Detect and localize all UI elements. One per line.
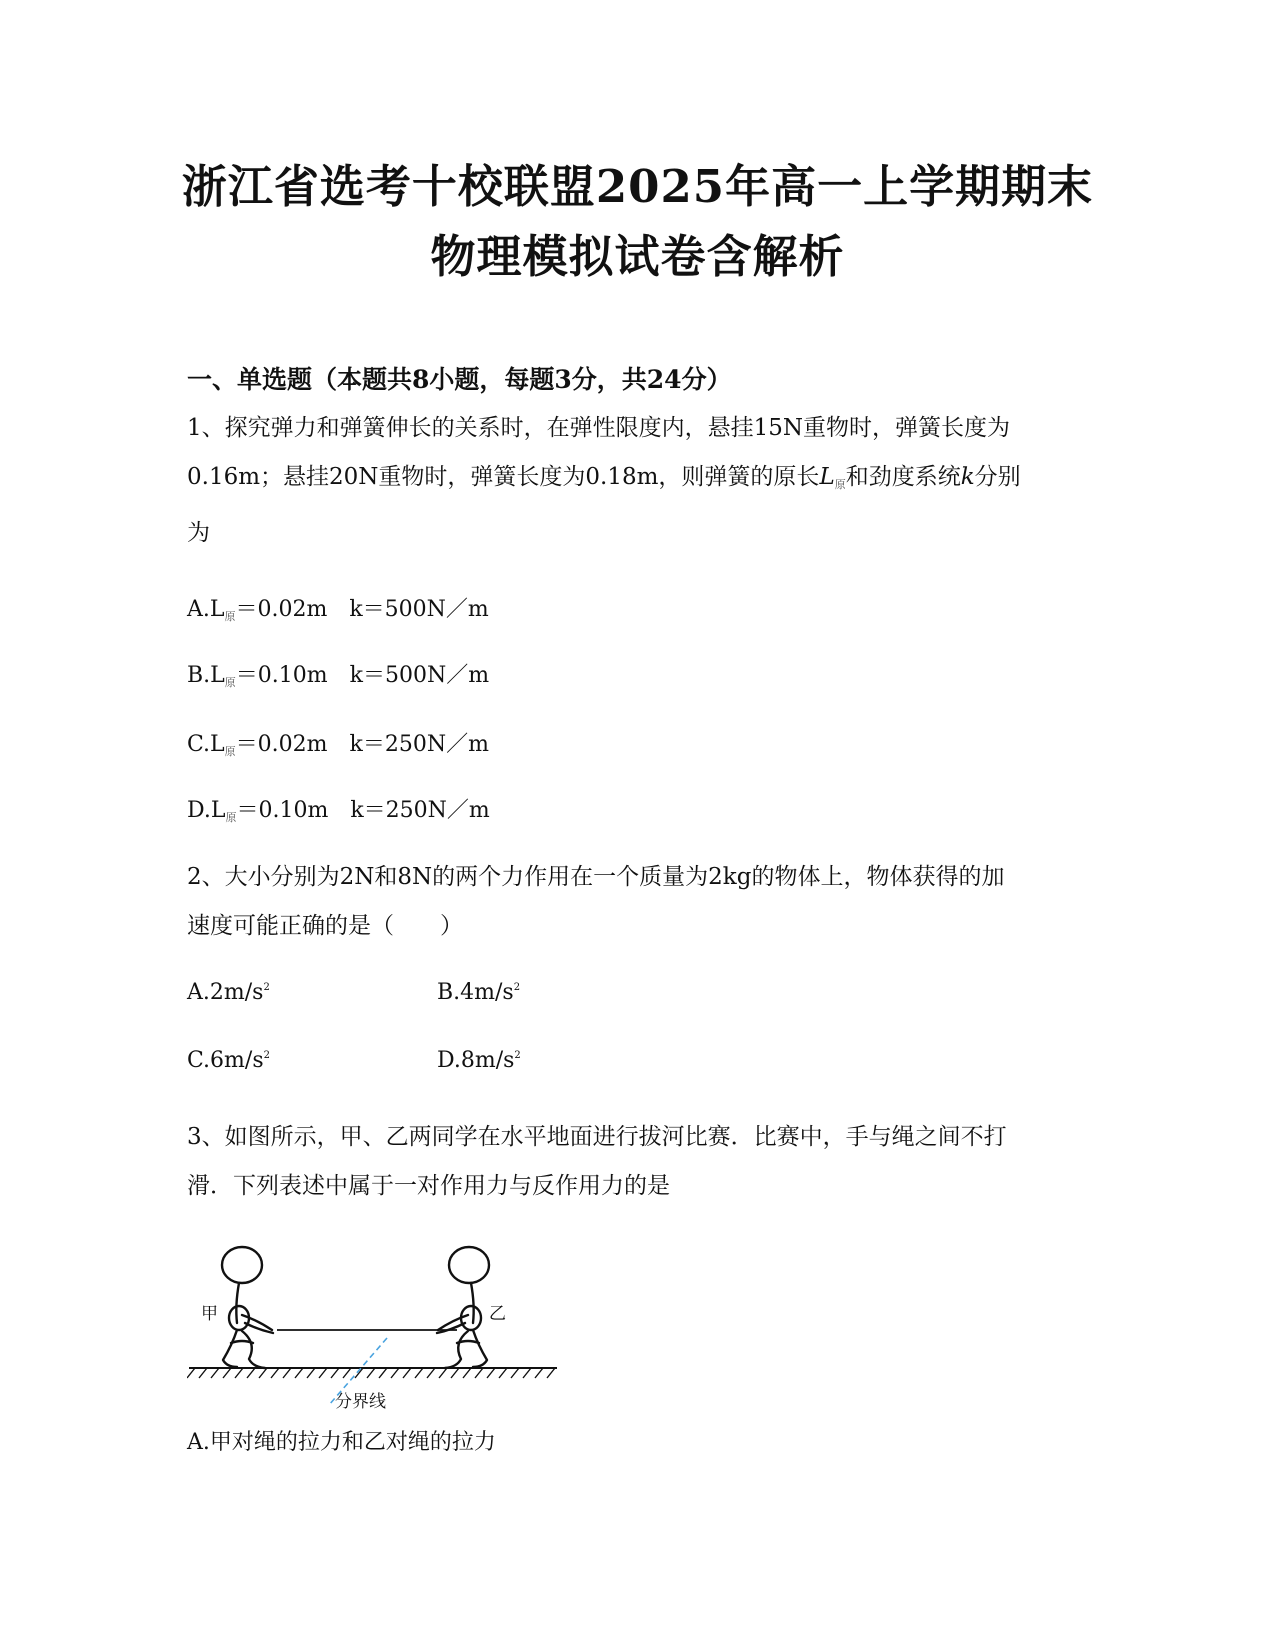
question-3-line1: 3、如图所示，甲、乙两同学在水平地面进行拔河比赛．比赛中，手与绳之间不打 — [187, 1124, 1007, 1150]
question-1-option-a: $A.L_原=0.02m$ k＝500N／m — [187, 597, 489, 623]
label-yi: 乙 — [489, 1304, 506, 1324]
question-1 — [187, 404, 1087, 558]
question-3-option-a: A.甲对绳的拉力和乙对绳的拉力 — [187, 1430, 496, 1455]
question-2-line1: 2、大小分别为2N和8N的两个力作用在一个质量为2kg的物体上，物体获得的加 — [187, 864, 1005, 890]
question-2-option-b: $B.4m/s^2$ — [437, 980, 521, 1005]
question-2-option-a: $A.2m/s^2$ — [187, 980, 270, 1005]
question-2-option-d: $D.8m/s^2$ — [437, 1048, 521, 1073]
section-heading: 一、单选题（本题共8小题，每题3分，共24分） — [187, 365, 732, 394]
tug-of-war-figure — [187, 1235, 567, 1415]
question-1-option-b: $B.L_原=0.10m$ k＝500N／m — [187, 663, 490, 689]
person-right — [437, 1247, 489, 1368]
question-1-line3: 为 — [187, 520, 210, 546]
page-title-line1: 浙江省选考十校联盟2025年高一上学期期末 — [181, 160, 1094, 213]
person-left — [222, 1247, 273, 1368]
question-1-option-c: $C.L_原=0.02m$ k＝250N／m — [187, 732, 489, 758]
question-2-option-c: $C.6m/s^2$ — [187, 1048, 270, 1073]
question-3 — [187, 1113, 1087, 1211]
question-2 — [187, 853, 1087, 951]
question-2-line2: 速度可能正确的是（ ） — [187, 913, 463, 939]
label-boundary: 分界线 — [335, 1392, 386, 1412]
label-jia: 甲 — [201, 1304, 218, 1324]
page-title-line2: 物理模拟试卷含解析 — [430, 230, 845, 283]
question-1-option-d: $D.L_原=0.10m$ k＝250N／m — [187, 798, 490, 824]
question-1-line1: 1、探究弹力和弹簧伸长的关系时，在弹性限度内，悬挂15N重物时，弹簧长度为 — [187, 415, 1011, 441]
question-1-line2: 0.16m；悬挂20N重物时，弹簧长度为0.18m，则弹簧的原长$L_原$和劲度系统k分别 — [187, 464, 1021, 491]
question-3-line2: 滑．下列表述中属于一对作用力与反作用力的是 — [187, 1173, 670, 1199]
